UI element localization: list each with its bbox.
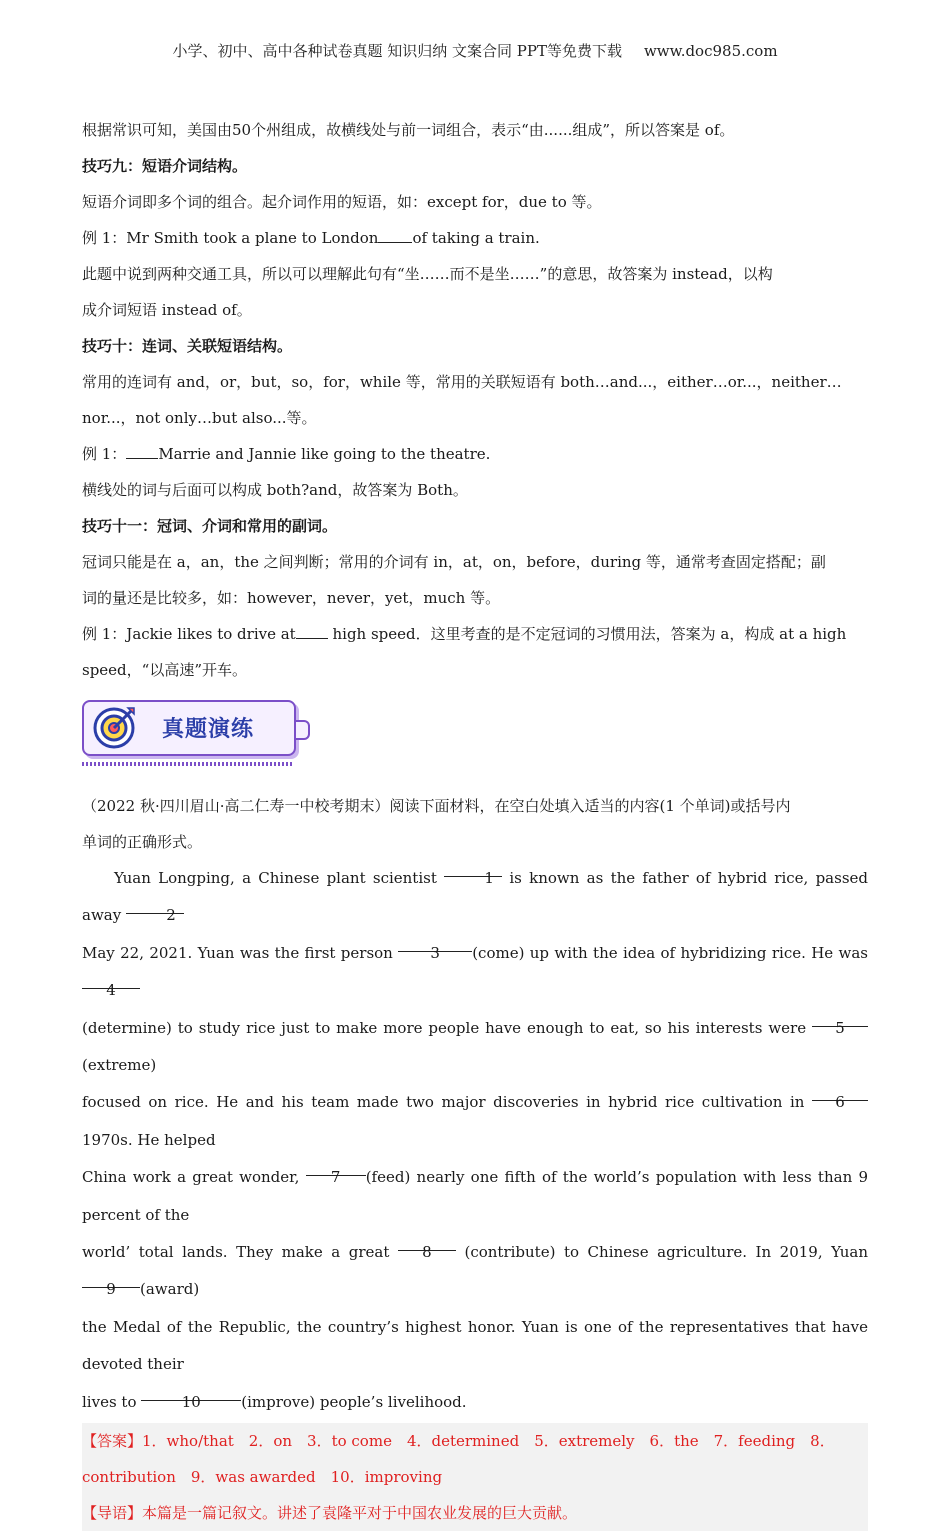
tip11-example-line2: speed，“以高速”开车。 — [82, 661, 247, 679]
blank-1: 1 — [444, 860, 502, 877]
passage-text: (feed) nearly one fifth of the world’s population with less than 9 percent of the — [82, 1168, 869, 1224]
blank-5: 5 — [812, 1010, 868, 1027]
tip11-desc-line1: 冠词只能是在 a，an，the 之间判断；常用的介词有 in，at，on，before，during 等，通常考查固定搭配；副 — [82, 553, 826, 571]
tip11-example-blank — [296, 622, 328, 639]
section-badge — [82, 700, 296, 756]
passage-text: (determine) to study rice just to make more people have enough to eat, so his interests were — [82, 1018, 812, 1037]
passage-text: (extreme) — [82, 1056, 157, 1075]
guide-line — [82, 1495, 868, 1531]
passage-line8 — [82, 1384, 868, 1421]
blank-6: 6 — [812, 1084, 868, 1101]
tip10-expl: 横线处的词与后面可以构成 both?and，故答案为 Both。 — [82, 481, 468, 499]
tip11-example-post: high speed．这里考查的是不定冠词的习惯用法，答案为 a，构成 at a high — [332, 625, 847, 643]
passage-line5 — [82, 1159, 868, 1234]
blank-2: 2 — [126, 897, 184, 914]
blank-3: 3 — [398, 935, 472, 952]
passage-text: May 22, 2021. Yuan was the first person — [82, 943, 399, 962]
answer-text: 1．who/that 2．on 3．to come 4．determined 5．extremely 6．the 7．feeding 8． — [142, 1432, 835, 1451]
tip9-example-blank — [378, 226, 412, 243]
tip11-desc-line2: 词的量还是比较多，如：however，never，yet，much 等。 — [82, 589, 501, 607]
question-source-line2: 单词的正确形式。 — [82, 833, 203, 851]
badge-underline — [82, 762, 292, 766]
passage-text: Yuan Longping, a Chinese plant scientist — [114, 869, 445, 887]
tip9-desc: 短语介词即多个词的组合。起介词作用的短语，如：except for，due to 等。 — [82, 193, 602, 211]
header-site-link[interactable]: www.doc985.com — [643, 42, 778, 60]
answer-line2: contribution 9．was awarded 10．improving — [82, 1468, 443, 1487]
badge-tab — [296, 720, 310, 740]
header-text: 小学、初中、高中各种试卷真题 知识归纳 文案合同 PPT等免费下载 — [172, 42, 622, 60]
tip10-example-post: Marrie and Jannie like going to the theatre. — [158, 445, 491, 463]
question-source-line1: （2022 秋·四川眉山·高二仁寿一中校考期末）阅读下面材料，在空白处填入适当的内容(1 个单词)或括号内 — [82, 797, 791, 815]
section-label: 真题演练 — [162, 717, 255, 742]
tip11-example-pre: 例 1：Jackie likes to drive at — [82, 625, 296, 643]
document-body — [82, 112, 868, 1531]
tip10-desc-line2: nor...，not only…but also...等。 — [82, 409, 317, 427]
passage-text: (come) up with the idea of hybridizing rice. He was — [472, 943, 868, 962]
passage-line6 — [82, 1234, 868, 1309]
passage-text: China work a great wonder, — [82, 1168, 306, 1187]
tip9-example — [82, 220, 868, 256]
blank-7: 7 — [306, 1159, 366, 1176]
tip10-example-blank — [126, 442, 158, 459]
passage-line3 — [82, 1010, 868, 1085]
tip11-title: 技巧十一：冠词、介词和常用的副词。 — [82, 517, 338, 535]
target-icon — [92, 706, 136, 750]
passage-text: world’ total lands. They make a great — [82, 1243, 398, 1262]
passage-line7: the Medal of the Republic, the country’s highest honor. Yuan is one of the representatives that have devoted their — [82, 1317, 868, 1374]
passage-line4 — [82, 1084, 868, 1159]
tip10-example-pre: 例 1： — [82, 445, 127, 463]
blank-9: 9 — [82, 1271, 140, 1288]
page-header — [0, 40, 950, 61]
passage — [82, 860, 868, 1421]
answer-box — [82, 1423, 868, 1531]
intro-paragraph: 根据常识可知，美国由50个州组成，故横线处与前一词组合，表示“由......组成”，所以答案是 of。 — [82, 121, 735, 139]
answer-tag: 【答案】 — [82, 1432, 143, 1451]
section-badge-wrap — [82, 698, 868, 788]
blank-10: 10 — [141, 1384, 241, 1401]
answer-line1 — [82, 1423, 868, 1459]
passage-line2 — [82, 935, 868, 1010]
passage-text: (improve) people’s livelihood. — [241, 1392, 467, 1411]
passage-text: is known as the father of hybrid rice, passed away — [82, 869, 868, 925]
tip10-title: 技巧十：连词、关联短语结构。 — [82, 337, 293, 355]
passage-line1 — [82, 860, 868, 935]
passage-text: (contribute) to Chinese agriculture. In 2019, Yuan — [455, 1243, 868, 1262]
tip9-expl-line2: 成介词短语 instead of。 — [82, 301, 252, 319]
tip9-example-pre: 例 1：Mr Smith took a plane to London — [82, 229, 379, 247]
tip10-desc-line1: 常用的连词有 and，or，but，so，for，while 等，常用的关联短语有 both…and...，either…or...，neither… — [82, 373, 842, 391]
passage-text: lives to — [82, 1392, 142, 1411]
guide-tag: 【导语】 — [82, 1504, 143, 1523]
passage-text: 1970s. He helped — [82, 1130, 216, 1149]
tip9-example-post: of taking a train. — [412, 229, 540, 247]
blank-8: 8 — [398, 1234, 456, 1251]
passage-text: (award) — [140, 1280, 200, 1299]
blank-4: 4 — [82, 972, 140, 989]
passage-text: focused on rice. He and his team made two major discoveries in hybrid rice cultivation in — [82, 1093, 812, 1112]
guide-text: 本篇是一篇记叙文。讲述了袁隆平对于中国农业发展的巨大贡献。 — [142, 1504, 578, 1523]
tip11-example — [82, 616, 868, 652]
tip10-example — [82, 436, 868, 472]
tip9-title: 技巧九：短语介词结构。 — [82, 157, 248, 175]
tip9-expl-line1: 此题中说到两种交通工具，所以可以理解此句有“坐……而不是坐……”的意思，故答案为 instead，以构 — [82, 265, 773, 283]
